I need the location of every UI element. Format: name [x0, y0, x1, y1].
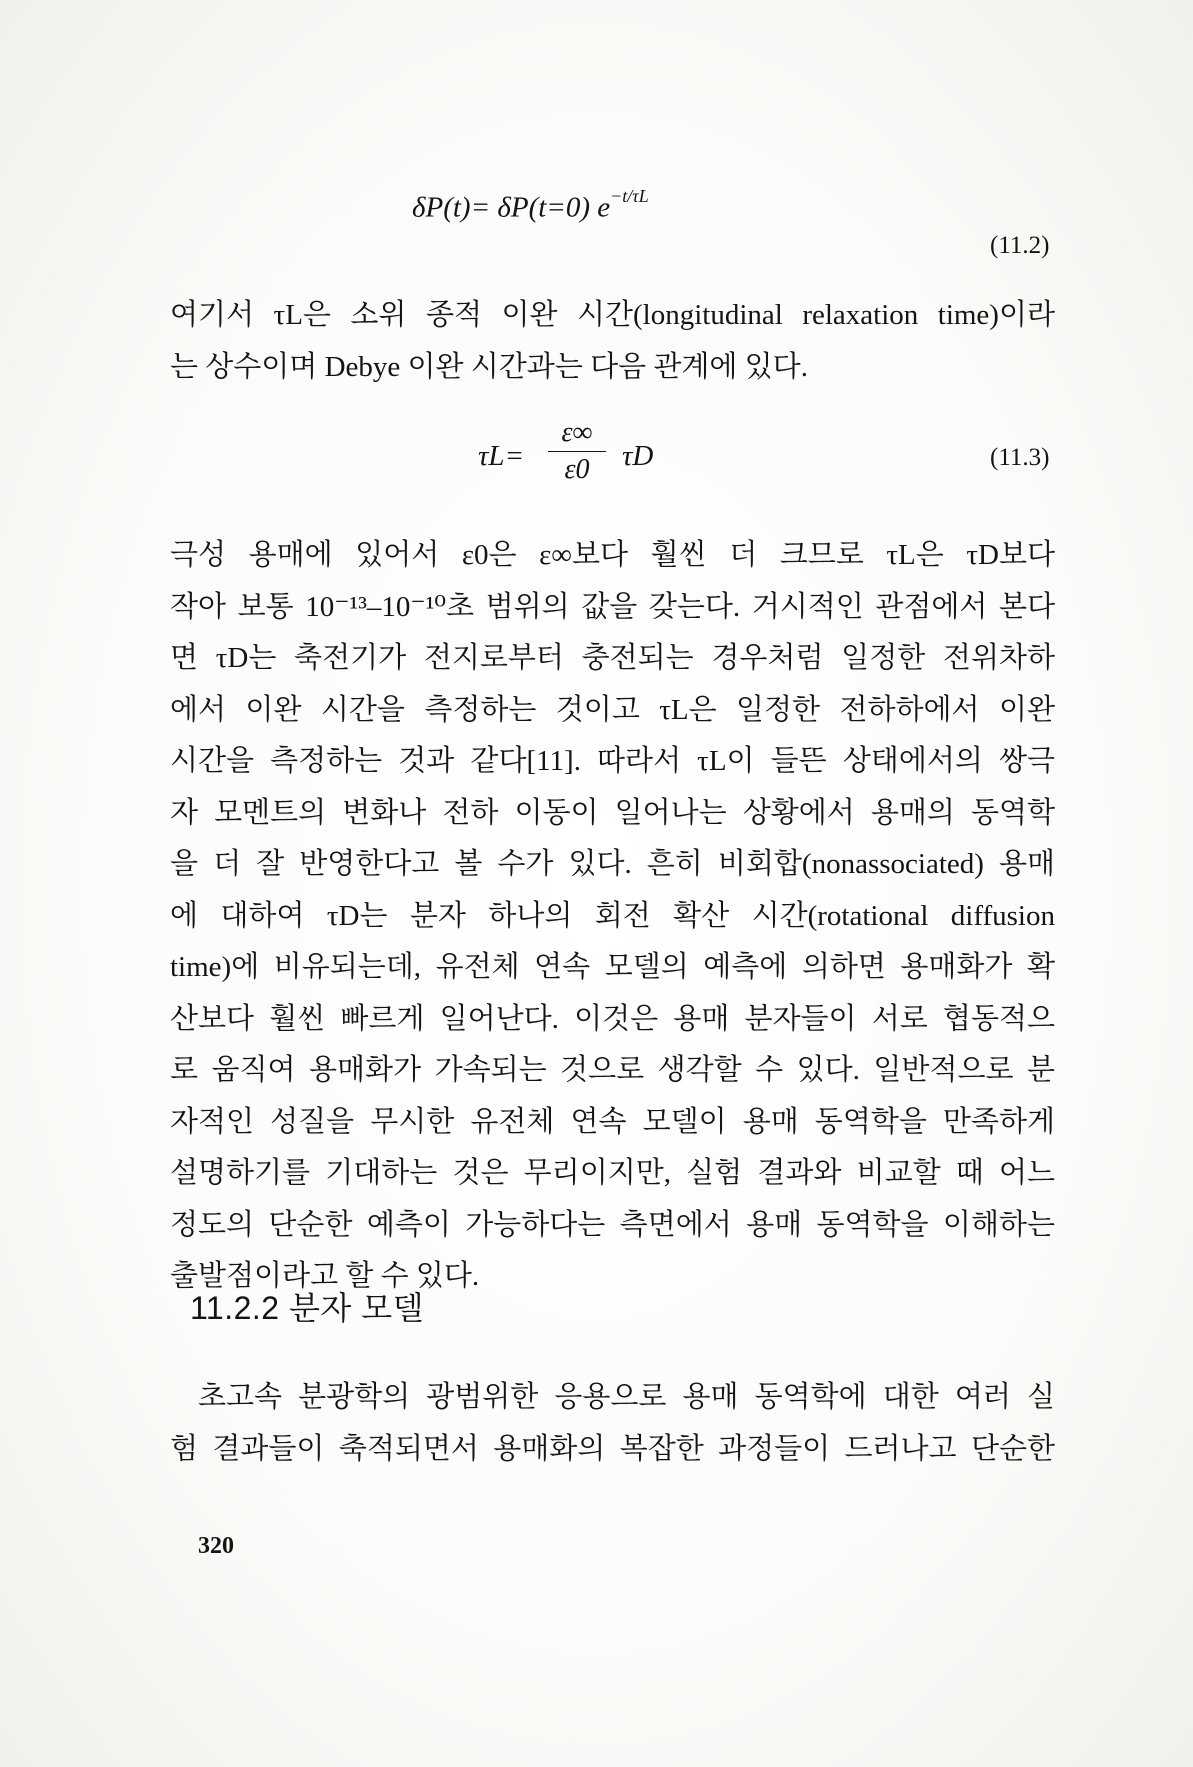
equation-11-2-number: (11.2)	[990, 232, 1050, 259]
equation-11-3-rhs: τD	[622, 440, 654, 472]
paragraph-2-line: 출발점이라고 할 수 있다.	[170, 1260, 480, 1292]
equation-11-3-denominator: ε0	[564, 454, 590, 485]
equation-11-3-number: (11.3)	[990, 444, 1050, 471]
paragraph-1-line: 여기서 τL은 소위 종적 이완 시간(longitudinal relaxation time)이라	[170, 299, 1055, 331]
paragraph-2-line: 을 더 잘 반영한다고 볼 수가 있다. 흔히 비회합(nonassociated) 용매	[170, 848, 1055, 880]
paragraph-1	[170, 290, 1055, 393]
fraction-bar	[548, 451, 606, 452]
equation-11-3-numerator: ε∞	[561, 417, 593, 448]
paragraph-2	[170, 530, 1055, 1303]
paragraph-2-line: 극성 용매에 있어서 ε0은 ε∞보다 훨씬 더 크므로 τL은 τD보다	[170, 539, 1055, 571]
paragraph-2-line: 자 모멘트의 변화나 전하 이동이 일어나는 상황에서 용매의 동역학	[170, 796, 1055, 829]
page-number: 320	[198, 1533, 234, 1559]
equation-11-2-body: δP(t)= δP(t=0) e	[412, 191, 611, 224]
section-heading: 11.2.2 분자 모델	[190, 1290, 425, 1326]
paragraph-2-line: 에 대하여 τD는 분자 하나의 회전 확산 시간(rotational diffusion	[170, 899, 1055, 932]
paragraph-2-line: 에서 이완 시간을 측정하는 것이고 τL은 일정한 전하하에서 이완	[170, 693, 1055, 726]
paragraph-3-line: 초고속 분광학의 광범위한 응용으로 용매 동역학에 대한 여러 실	[198, 1381, 1055, 1413]
paragraph-2-line: 로 움직여 용매화가 가속되는 것으로 생각할 수 있다. 일반적으로 분	[170, 1054, 1055, 1086]
paragraph-2-line: 면 τD는 축전기가 전지로부터 충전되는 경우처럼 일정한 전위차하	[170, 642, 1055, 674]
paragraph-2-line: 자적인 성질을 무시한 유전체 연속 모델이 용매 동역학을 만족하게	[170, 1105, 1055, 1138]
paragraph-2-line: 작아 보통 10⁻¹³–10⁻¹⁰초 범위의 값을 갖는다. 거시적인 관점에서 본다	[170, 590, 1055, 623]
paragraph-2-line: 산보다 훨씬 빠르게 일어난다. 이것은 용매 분자들이 서로 협동적으	[170, 1002, 1055, 1035]
equation-11-3-fraction	[548, 417, 606, 486]
equation-11-3-lhs: τL=	[478, 440, 525, 472]
equation-11-2-exponent: −t/τL	[610, 186, 649, 206]
paragraph-2-line: time)에 비유되는데, 유전체 연속 모델의 예측에 의하면 용매화가 확	[170, 951, 1055, 983]
paragraph-2-line: 정도의 단순한 예측이 가능하다는 측면에서 용매 동역학을 이해하는	[170, 1208, 1055, 1241]
equation-11-2	[412, 186, 649, 225]
paragraph-3-line: 험 결과들이 축적되면서 용매화의 복잡한 과정들이 드러나고 단순한	[170, 1432, 1055, 1465]
paragraph-2-line: 설명하기를 기대하는 것은 무리이지만, 실험 결과와 비교할 때 어느	[170, 1157, 1055, 1189]
paragraph-2-line: 시간을 측정하는 것과 같다[11]. 따라서 τL이 들뜬 상태에서의 쌍극	[170, 745, 1055, 777]
paragraph-3	[170, 1372, 1055, 1475]
paragraph-1-line: 는 상수이며 Debye 이완 시간과는 다음 관계에 있다.	[170, 350, 808, 383]
